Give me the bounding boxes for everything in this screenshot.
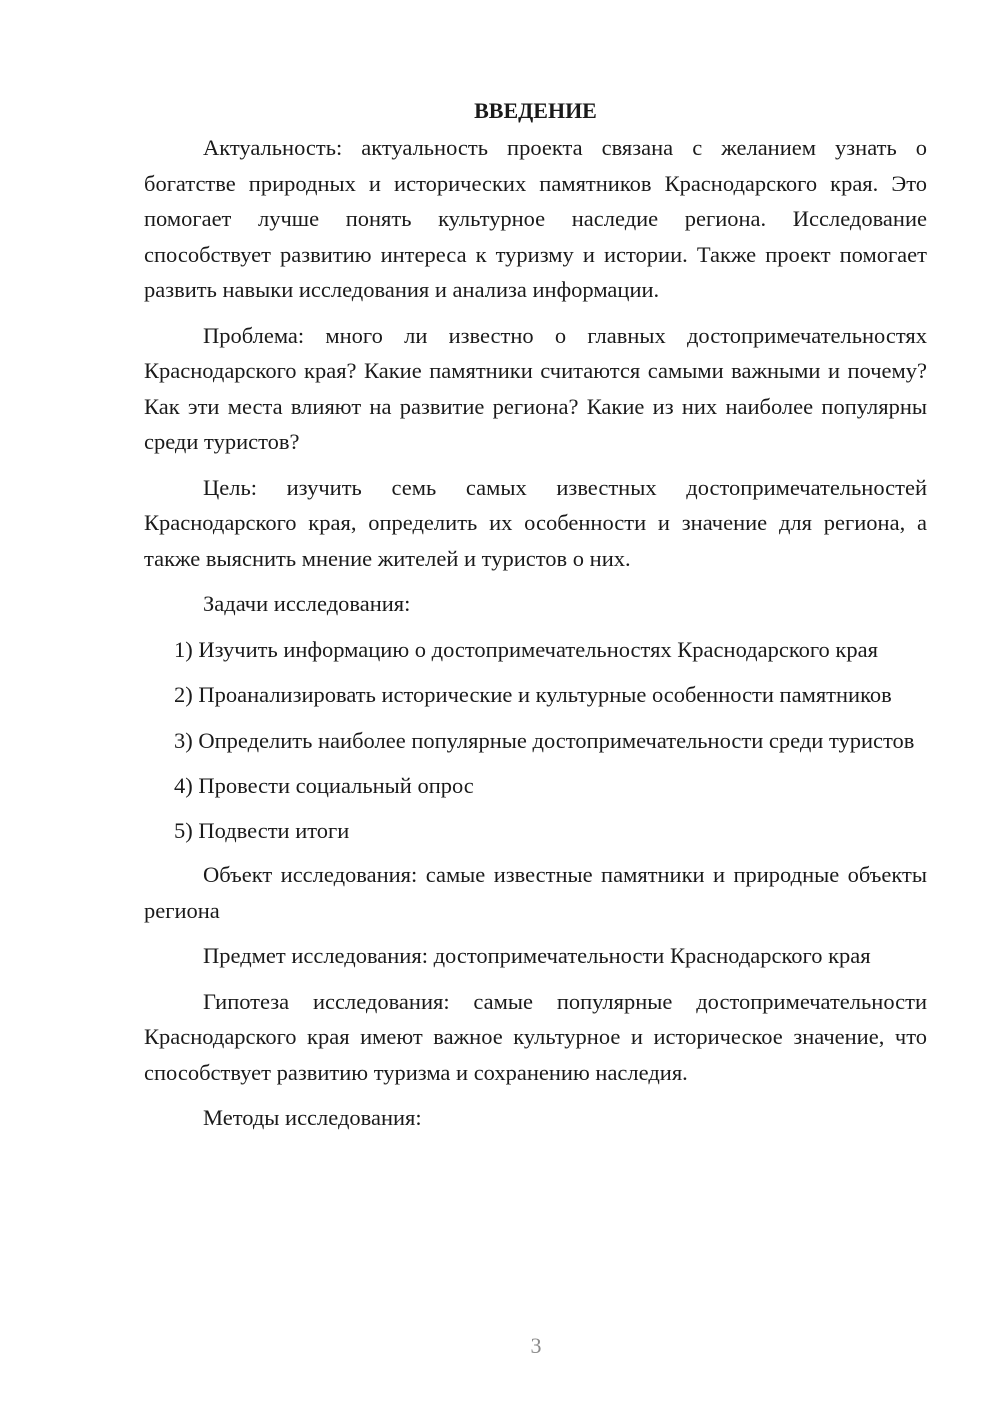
document-page (144, 96, 927, 1146)
task-item-1: 1) Изучить информацию о достопримечательностях Краснодарского края (174, 636, 878, 662)
task-item-4: 4) Провести социальный опрос (174, 773, 474, 798)
section-title: ВВЕДЕНИЕ (474, 98, 597, 123)
object-paragraph: Объект исследования: самые известные памятники и природные объекты региона (144, 862, 927, 923)
task-item-5: 5) Подвести итоги (174, 817, 350, 843)
page-number: 3 (530, 1333, 542, 1358)
subject-paragraph: Предмет исследования: достопримечательности Краснодарского края (203, 943, 871, 968)
task-item-3: 3) Определить наиболее популярные достопримечательности среди туристов (174, 727, 915, 753)
methods-heading: Методы исследования: (203, 1105, 422, 1130)
task-item-2: 2) Проанализировать исторические и культурные особенности памятников (174, 682, 892, 707)
problem-paragraph: Проблема: много ли известно о главных достопримечательностях Краснодарского края? Какие памятники считаются самыми важными и почему? Как эти места влияют на развитие региона? Какие из них наиболее популярны среди туристов? (144, 322, 927, 454)
goal-paragraph: Цель: изучить семь самых известных достопримечательностей Краснодарского края, определить их особенности и значение для региона, а также выяснить мнение жителей и туристов о них. (144, 474, 927, 571)
hypothesis-paragraph: Гипотеза исследования: самые популярные достопримечательности Краснодарского края имеют важное культурное и историческое значение, что способствует развитию туризма и сохранению наследия. (144, 988, 927, 1085)
relevance-paragraph: Актуальность: актуальность проекта связана с желанием узнать о богатстве природных и исторических памятников Краснодарского края. Это помогает лучше понять культурное наследие региона. Исследование способствует развитию интереса к туризму и истории. Также проект помогает развить навыки исследования и анализа информации. (144, 135, 927, 302)
tasks-heading: Задачи исследования: (203, 591, 411, 616)
